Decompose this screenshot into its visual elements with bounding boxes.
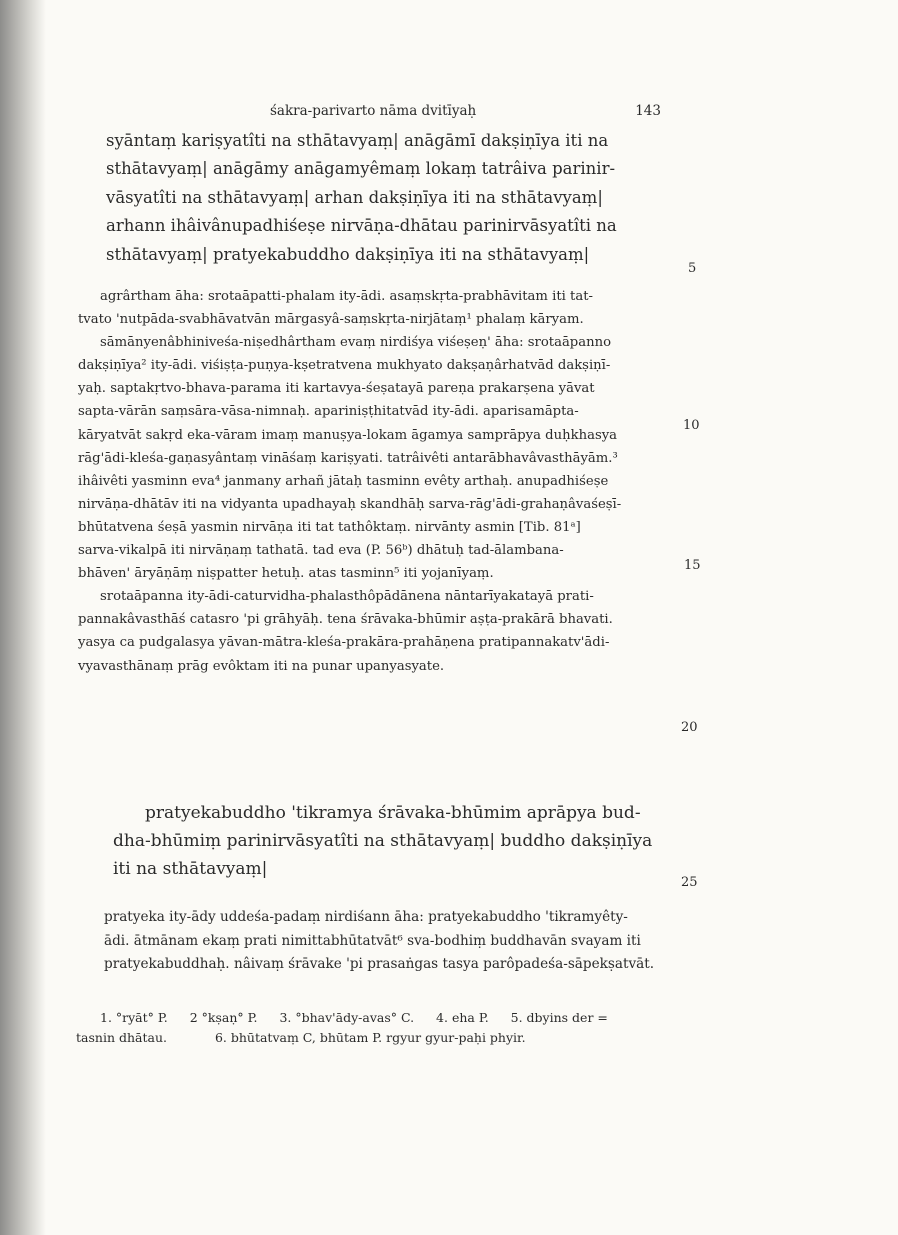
commentary-line: pratyekabuddhaḥ. nâivaṃ śrāvake 'pi prasaṅgas tasya parôpadeśa-sāpekṣatvāt. (104, 956, 655, 973)
line-number: 5 (688, 261, 697, 276)
book-binding-shadow (0, 0, 46, 1235)
page-number: 143 (635, 103, 661, 119)
commentary-line: yasya ca pudgalasya yāvan-mātra-kleśa-prakāra-prahāṇena pratipannakatv'ādi- (78, 635, 610, 651)
commentary-line: ihâivêti yasminn eva⁴ janmany arhañ jātaḥ tasminn evêty arthaḥ. anupadhiśeṣe (78, 473, 609, 489)
line-number: 15 (684, 558, 701, 573)
commentary-block-1 (78, 285, 666, 678)
commentary-line: pratyeka ity-ādy uddeśa-padaṃ nirdiśann āha: pratyekabuddho 'tikramyêty- (104, 909, 628, 925)
commentary-line: sapta-vārān saṃsāra-vāsa-nimnaḥ. apariniṣṭhitatvād ity-ādi. aparisamāpta- (78, 404, 579, 420)
root-text-block-2 (113, 799, 679, 883)
footnote: tasnin dhātau. (76, 1030, 167, 1045)
root-line: syāntaṃ kariṣyatîti na sthātavyaṃ| anāgāmī dakṣiṇīya iti na (106, 131, 609, 150)
root-text-block-1 (106, 127, 672, 269)
commentary-line: srotaāpanna ity-ādi-caturvidha-phalasthôpādānena nāntarīyakatayā prati- (100, 589, 594, 605)
root-line: sthātavyaṃ| pratyekabuddho dakṣiṇīya iti na sthātavyaṃ| (106, 244, 590, 264)
line-number: 25 (681, 875, 698, 890)
commentary-line: vyavasthānaṃ prāg evôktam iti na punar upanyasyate. (78, 658, 445, 674)
commentary-line: rāg'ādi-kleśa-gaṇasyântaṃ vināśaṃ kariṣyati. tatrâivêti antarābhavâvasthāyām.³ (78, 450, 618, 466)
running-title: śakra-parivarto nāma dvitīyaḥ (270, 103, 477, 119)
commentary-line: yaḥ. saptakṛtvo-bhava-parama iti kartavya-śeṣatayā pareṇa prakarṣena yāvat (78, 381, 595, 397)
root-line: sthātavyaṃ| anāgāmy anāgamyêmaṃ lokaṃ tatrâiva parinir- (106, 159, 616, 179)
root-line: dha-bhūmiṃ parinirvāsyatîti na sthātavyaṃ| buddho dakṣiṇīya (113, 831, 653, 851)
commentary-line: nirvāṇa-dhātāv iti na vidyanta upadhayaḥ skandhāḥ sarva-rāg'ādi-grahaṇâvaśeṣī- (78, 496, 622, 512)
footnote-line (76, 1008, 676, 1028)
commentary-line: bhūtatvena śeṣā yasmin nirvāṇa iti tat tathôktaṃ. nirvānty asmin [Tib. 81ᵃ] (78, 519, 581, 535)
line-number: 20 (681, 720, 698, 735)
footnote: 5. dbyins der = (510, 1010, 608, 1025)
commentary-line: sāmānyenâbhiniveśa-niṣedhârtham evaṃ nirdiśya viśeṣeṇ' āha: srotaāpanno (100, 335, 612, 351)
page-header (0, 103, 898, 123)
commentary-line: sarva-vikalpā iti nirvāṇaṃ tathatā. tad eva (P. 56ᵇ) dhātuḥ tad-ālambana- (78, 543, 564, 559)
footnote: 2 °kṣaṇ° P. (189, 1010, 258, 1025)
footnotes (76, 1008, 676, 1048)
root-line: arhann ihâivânupadhiśeṣe nirvāṇa-dhātau parinirvāsyatîti na (106, 216, 617, 236)
commentary-line: bhāven' āryāṇāṃ niṣpatter hetuḥ. atas tasminn⁵ iti yojanīyaṃ. (78, 566, 494, 582)
line-number: 10 (683, 418, 700, 433)
footnote-line (76, 1028, 676, 1048)
footnote: 1. °ryāt° P. (100, 1010, 168, 1025)
commentary-line: dakṣiṇīya² ity-ādi. viśiṣṭa-puṇya-kṣetratvena mukhyato dakṣaṇârhatvād dakṣiṇī- (78, 358, 611, 374)
commentary-block-2 (104, 906, 670, 977)
footnote: 6. bhūtatvaṃ C, bhūtam P. rgyur gyur-paḥi phyir. (214, 1030, 526, 1045)
commentary-line: agrârtham āha: srotaāpatti-phalam ity-ādi. asaṃskṛta-prabhāvitam iti tat- (100, 289, 593, 304)
commentary-line: pannakâvasthāś catasro 'pi grāhyāḥ. tena śrāvaka-bhūmir aṣṭa-prakārā bhavati. (78, 612, 613, 628)
footnote: 4. eha P. (436, 1010, 489, 1025)
footnote: 3. °bhav'ādy-avas° C. (279, 1010, 415, 1025)
commentary-line: ādi. ātmānam ekaṃ prati nimittabhūtatvāt⁶ sva-bodhiṃ buddhavān svayam iti (104, 932, 641, 949)
commentary-line: kāryatvāt sakṛd eka-vāram imaṃ manuṣya-lokam āgamya samprāpya duḥkhasya (78, 427, 618, 443)
root-line: vāsyatîti na sthātavyaṃ| arhan dakṣiṇīya iti na sthātavyaṃ| (106, 187, 603, 207)
commentary-line: tvato 'nutpāda-svabhāvatvān mārgasyâ-saṃskṛta-nirjātaṃ¹ phalaṃ kāryam. (78, 312, 584, 328)
root-line: iti na sthātavyaṃ| (113, 859, 268, 879)
root-line: pratyekabuddho 'tikramya śrāvaka-bhūmim aprāpya bud- (145, 803, 641, 823)
